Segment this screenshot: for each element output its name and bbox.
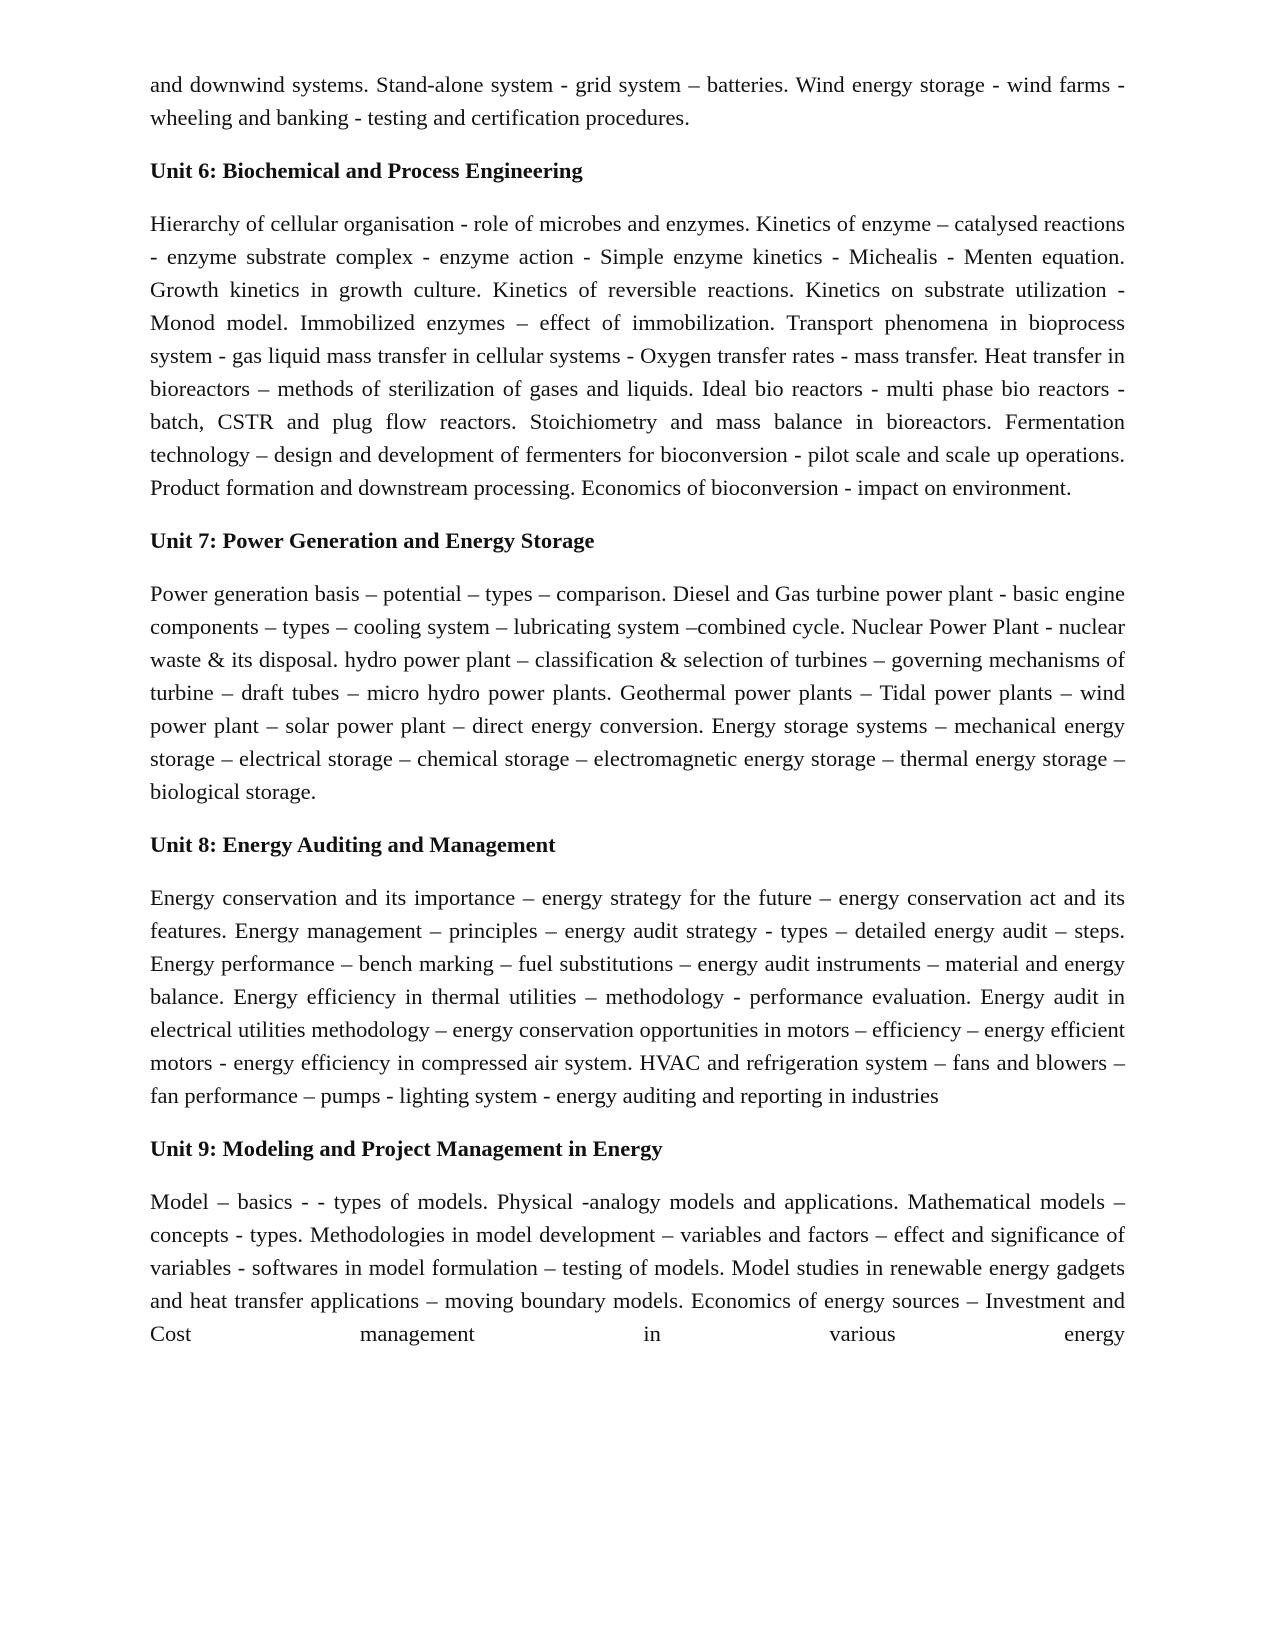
unit-9-heading: Unit 9: Modeling and Project Management in Energy — [150, 1136, 663, 1161]
unit-7-heading: Unit 7: Power Generation and Energy Storage — [150, 528, 595, 553]
unit-8-body: Energy conservation and its importance – energy strategy for the future – energy conservation act and its features. Energy management – principles – energy audit strategy - types – detailed energy audit – steps. Energy performance – bench marking – fuel substitutions – energy audit instruments – material and energy balance. Energy efficiency in thermal utilities – methodology - performance evaluation. Energy audit in electrical utilities methodology – energy conservation opportunities in motors – efficiency – energy efficient motors - energy efficiency in compressed air system. HVAC and refrigeration system – fans and blowers – fan performance – pumps - lighting system - energy auditing and reporting in industries — [150, 885, 1125, 1108]
unit-9-body: Model – basics - - types of models. Physical -analogy models and applications. Mathematical models – concepts - types. Methodologies in model development – variables and factors – effect and significance of variables - softwares in model formulation – testing of models. Model studies in renewable energy gadgets and heat transfer applications – moving boundary models. Economics of energy sources – Investment and Cost management in various energy — [150, 1189, 1125, 1346]
unit-9-section — [150, 1132, 1125, 1350]
unit-8-section — [150, 828, 1125, 1112]
unit-7-body: Power generation basis – potential – types – comparison. Diesel and Gas turbine power plant - basic engine components – types – cooling system – lubricating system –combined cycle. Nuclear Power Plant - nuclear waste & its disposal. hydro power plant – classification & selection of turbines – governing mechanisms of turbine – draft tubes – micro hydro power plants. Geothermal power plants – Tidal power plants – wind power plant – solar power plant – direct energy conversion. Energy storage systems – mechanical energy storage – electrical storage – chemical storage – electromagnetic energy storage – thermal energy storage – biological storage. — [150, 581, 1125, 804]
unit-6-section — [150, 154, 1125, 504]
document-page — [150, 68, 1125, 1370]
intro-paragraph: and downwind systems. Stand-alone system - grid system – batteries. Wind energy storage - wind farms - wheeling and banking - testing and certification procedures. — [150, 72, 1125, 130]
unit-6-body: Hierarchy of cellular organisation - role of microbes and enzymes. Kinetics of enzyme – catalysed reactions - enzyme substrate complex - enzyme action - Simple enzyme kinetics - Michealis - Menten equation. Growth kinetics in growth culture. Kinetics of reversible reactions. Kinetics on substrate utilization - Monod model. Immobilized enzymes – effect of immobilization. Transport phenomena in bioprocess system - gas liquid mass transfer in cellular systems - Oxygen transfer rates - mass transfer. Heat transfer in bioreactors – methods of sterilization of gases and liquids. Ideal bio reactors - multi phase bio reactors - batch, CSTR and plug flow reactors. Stoichiometry and mass balance in bioreactors. Fermentation technology – design and development of fermenters for bioconversion - pilot scale and scale up operations. Product formation and downstream processing. Economics of bioconversion - impact on environment. — [150, 211, 1125, 500]
unit-6-heading: Unit 6: Biochemical and Process Engineering — [150, 158, 583, 183]
unit-8-heading: Unit 8: Energy Auditing and Management — [150, 832, 556, 857]
unit-7-section — [150, 524, 1125, 808]
